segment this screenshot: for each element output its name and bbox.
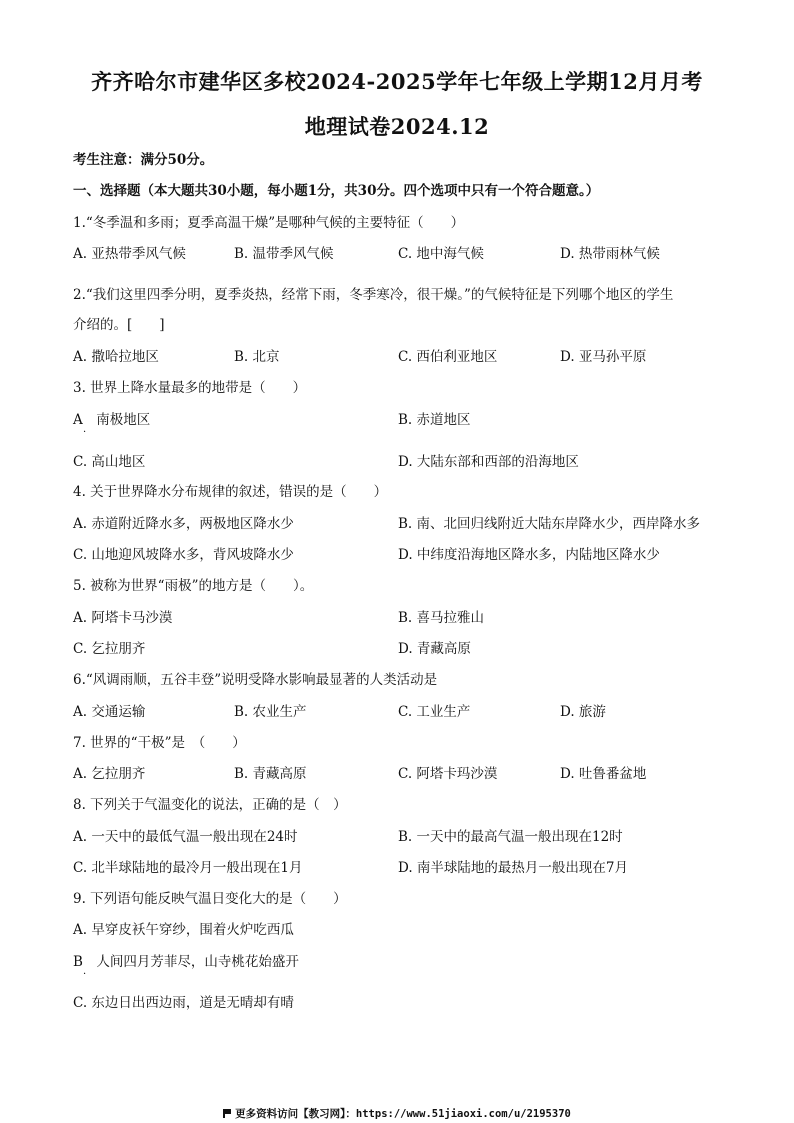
q4-option-d: D. 中纬度沿海地区降水多，内陆地区降水少 [398, 547, 660, 563]
q6-option-d: D. 旅游 [560, 704, 606, 720]
q3-option-d: D. 大陆东部和西部的沿海地区 [398, 454, 579, 470]
exam-title-line1: 齐齐哈尔市建华区多校2024-2025学年七年级上学期12月月考 [91, 69, 703, 94]
q4-option-b: B. 南、北回归线附近大陆东岸降水少，西岸降水多 [398, 516, 701, 532]
q1-option-b: B. 温带季风气候 [234, 246, 334, 262]
stray-dot: · [83, 969, 87, 980]
notice: 考生注意：满分50分。 [73, 152, 214, 168]
q4-option-c: C. 山地迎风坡降水多，背风坡降水少 [73, 547, 294, 563]
q1-option-a: A. 亚热带季风气候 [73, 246, 186, 262]
q2-option-a: A. 撒哈拉地区 [73, 349, 159, 365]
footer-link[interactable] [0, 1106, 794, 1121]
q5-option-d: D. 青藏高原 [398, 641, 471, 657]
q3-option-c: C. 高山地区 [73, 454, 146, 470]
q8-option-a: A. 一天中的最低气温一般出现在24时 [73, 829, 298, 845]
q1-option-c: C. 地中海气候 [398, 246, 484, 262]
exam-title-line2: 地理试卷2024.12 [304, 114, 490, 139]
q7-option-c: C. 阿塔卡玛沙漠 [398, 766, 498, 782]
q3-option-a: A 南极地区 [73, 412, 151, 428]
q4-option-a: A. 赤道附近降水多，两极地区降水少 [73, 516, 294, 532]
q5-option-b: B. 喜马拉雅山 [398, 610, 485, 626]
q2-option-c: C. 西伯利亚地区 [398, 349, 498, 365]
question-7-stem: 7. 世界的“干极”是 （ ） [73, 735, 246, 751]
question-3-stem: 3. 世界上降水量最多的地带是（ ） [73, 380, 307, 396]
question-8-stem: 8. 下列关于气温变化的说法，正确的是（ ） [73, 797, 347, 813]
q5-option-c: C. 乞拉朋齐 [73, 641, 146, 657]
q6-option-a: A. 交通运输 [73, 704, 146, 720]
q8-option-d: D. 南半球陆地的最热月一般出现在7月 [398, 860, 629, 876]
q9-option-b: B 人间四月芳菲尽，山寺桃花始盛开 [73, 954, 299, 970]
q6-option-c: C. 工业生产 [398, 704, 471, 720]
q7-option-a: A. 乞拉朋齐 [73, 766, 146, 782]
stray-dot: · [83, 427, 87, 438]
question-4-stem: 4. 关于世界降水分布规律的叙述，错误的是（ ） [73, 484, 388, 500]
q8-option-b: B. 一天中的最高气温一般出现在12时 [398, 829, 623, 845]
question-9-stem: 9. 下列语句能反映气温日变化大的是（ ） [73, 891, 347, 907]
q2-option-b: B. 北京 [234, 349, 280, 365]
q2-option-d: D. 亚马孙平原 [560, 349, 647, 365]
q3-option-b: B. 赤道地区 [398, 412, 471, 428]
q9-option-a: A. 早穿皮袄午穿纱，围着火炉吃西瓜 [73, 922, 294, 938]
question-2-stem: 2.“我们这里四季分明，夏季炎热，经常下雨，冬季寒冷，很干燥。”的气候特征是下列哪个地区的学生 [73, 287, 674, 303]
q6-option-b: B. 农业生产 [234, 704, 307, 720]
question-6-stem: 6.“风调雨顺，五谷丰登”说明受降水影响最显著的人类活动是 [73, 672, 438, 688]
section-heading: 一、选择题（本大题共30小题，每小题1分，共30分。四个选项中只有一个符合题意。） [73, 183, 600, 199]
q8-option-c: C. 北半球陆地的最冷月一般出现在1月 [73, 860, 303, 876]
footer-text: 更多资料访问【教习网】：https://www.51jiaoxi.com/u/2195370 [235, 1108, 571, 1120]
question-1-stem: 1.“冬季温和多雨；夏季高温干燥”是哪种气候的主要特征（ ） [73, 215, 465, 231]
question-2-stem-cont: 介绍的。[ ] [73, 317, 165, 333]
q5-option-a: A. 阿塔卡马沙漠 [73, 610, 173, 626]
question-5-stem: 5. 被称为世界“雨极”的地方是（ ）。 [73, 578, 314, 594]
q1-option-d: D. 热带雨林气候 [560, 246, 660, 262]
q7-option-d: D. 吐鲁番盆地 [560, 766, 647, 782]
q9-option-c: C. 东边日出西边雨，道是无晴却有晴 [73, 995, 294, 1011]
flag-icon [223, 1109, 231, 1118]
q7-option-b: B. 青藏高原 [234, 766, 307, 782]
